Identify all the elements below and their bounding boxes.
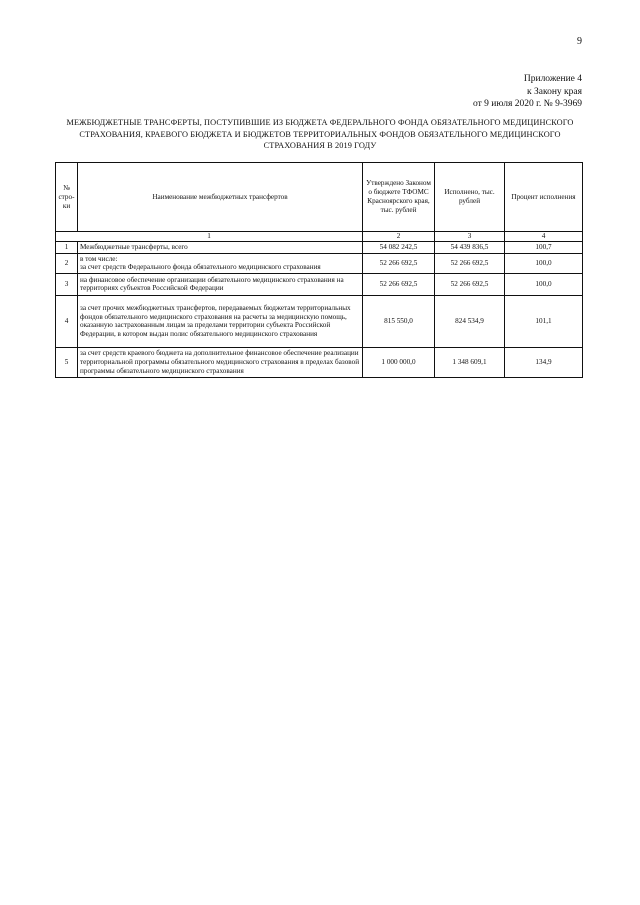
row-number: 2 <box>56 253 78 273</box>
appendix-line-1: Приложение 4 <box>523 74 582 84</box>
table-row <box>56 273 583 295</box>
execution-percent: 101,1 <box>505 295 583 347</box>
executed-amount: 54 439 836,5 <box>435 242 505 254</box>
header-percent: Процент исполнения <box>505 163 583 232</box>
column-number-4: 4 <box>505 232 583 242</box>
row-number: 1 <box>56 242 78 254</box>
executed-amount: 1 348 609,1 <box>435 347 505 377</box>
approved-amount: 52 266 692,5 <box>363 253 435 273</box>
transfers-table <box>55 162 583 378</box>
transfer-name: Межбюджетные трансферты, всего <box>78 242 363 254</box>
execution-percent: 100,0 <box>505 273 583 295</box>
header-transfer-name: Наименование межбюджетных трансфертов <box>78 163 363 232</box>
title-line-1: МЕЖБЮДЖЕТНЫЕ ТРАНСФЕРТЫ, ПОСТУПИВШИЕ ИЗ БЮДЖЕТА ФЕДЕРАЛЬНОГО ФОНДА ОБЯЗАТЕЛЬНОГО МЕДИЦИНСКОГО <box>66 118 574 127</box>
header-approved: Утверждено Законом о бюджете ТФОМС Красноярского края, тыс. рублей <box>363 163 435 232</box>
table-row <box>56 295 583 347</box>
executed-amount: 52 266 692,5 <box>435 273 505 295</box>
table-row <box>56 242 583 254</box>
table-row <box>56 253 583 273</box>
transfer-name-line-2: за счет средств Федерального фонда обязательного медицинского страхования <box>80 263 321 272</box>
transfer-name <box>78 253 363 273</box>
column-number-3: 3 <box>435 232 505 242</box>
transfer-name: на финансовое обеспечение организации обязательного медицинского страхования на территориях субъектов Российской Федерации <box>78 273 363 295</box>
execution-percent: 100,0 <box>505 253 583 273</box>
table-header-row <box>56 163 583 232</box>
title-line-2: СТРАХОВАНИЯ, КРАЕВОГО БЮДЖЕТА И БЮДЖЕТОВ ТЕРРИТОРИАЛЬНЫХ ФОНДОВ ОБЯЗАТЕЛЬНОГО МЕДИЦИНСКОГО <box>79 129 561 139</box>
executed-amount: 52 266 692,5 <box>435 253 505 273</box>
row-number: 3 <box>56 273 78 295</box>
title-line-3: СТРАХОВАНИЯ В 2019 ГОДУ <box>263 141 377 150</box>
header-executed: Исполнено, тыс. рублей <box>435 163 505 232</box>
page-number: 9 <box>577 36 582 47</box>
approved-amount: 815 550,0 <box>363 295 435 347</box>
row-number: 4 <box>56 295 78 347</box>
row-number: 5 <box>56 347 78 377</box>
column-number-row <box>56 232 583 242</box>
column-number-1: 1 <box>56 232 363 242</box>
execution-percent: 134,9 <box>505 347 583 377</box>
transfer-name: за счет средств краевого бюджета на дополнительное финансовое обеспечение реализации территориальной программы обязательного медицинского страхования в пределах базовой программы обязательного медицинского страхования <box>78 347 363 377</box>
column-number-2: 2 <box>363 232 435 242</box>
appendix-line-3: от 9 июля 2020 г. № 9-3969 <box>472 99 582 109</box>
transfer-name-line-1: в том числе: <box>80 254 118 263</box>
execution-percent: 100,7 <box>505 242 583 254</box>
document-title <box>60 117 580 152</box>
executed-amount: 824 534,9 <box>435 295 505 347</box>
header-row-number: № стро-ки <box>56 163 78 232</box>
appendix-line-2: к Закону края <box>526 86 582 97</box>
appendix-reference <box>473 73 582 111</box>
approved-amount: 54 082 242,5 <box>363 242 435 254</box>
approved-amount: 52 266 692,5 <box>363 273 435 295</box>
approved-amount: 1 000 000,0 <box>363 347 435 377</box>
table-row <box>56 347 583 377</box>
transfer-name: за счет прочих межбюджетных трансфертов, передаваемых бюджетам территориальных фондов обязательного медицинского страхования на расчеты за медицинскую помощь, оказанную застрахованным лицам за пределами территории субъекта Российской Федерации, в котором выдан полис обязательного медицинского страхования <box>78 295 363 347</box>
